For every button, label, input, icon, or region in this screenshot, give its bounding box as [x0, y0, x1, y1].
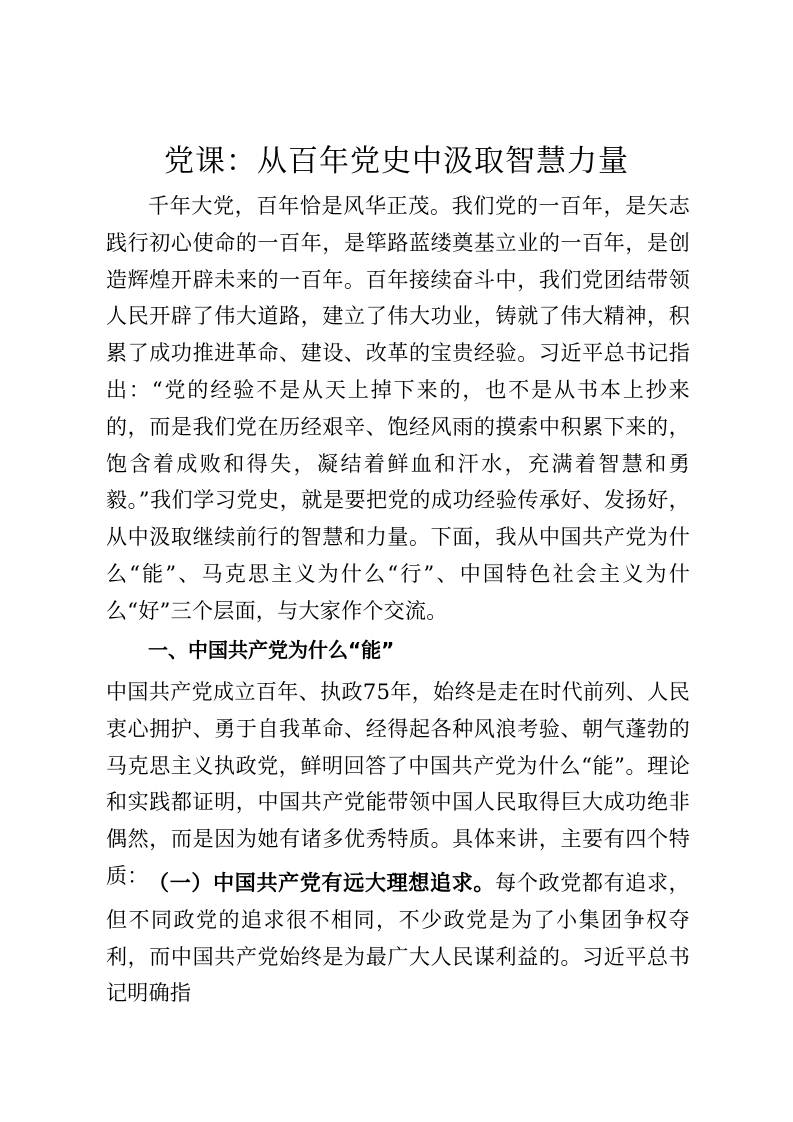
subsection-1-text: 每个政党都有追求，但不同政党的追求很不相同，不少政党是为了小集团争权夺利，而中国共产党始终是为最广大人民谋利益的。习近平总书记明确指: [106, 871, 690, 1006]
document-title: 党课：从百年党史中汲取智慧力量: [164, 144, 629, 179]
section-1-paragraph: 中国共产党成立百年、执政75年，始终是走在时代前列、人民衷心拥护、勇于自我革命、经得起各种风浪考验、朝气蓬勃的马克思主义执政党，鲜明回答了中国共产党为什么“能”。理论和实践都证明，中国共产党能带领中国人民取得巨大成功绝非偶然，而是因为她有诸多优秀特质。具体来讲，主要有四个特质：: [106, 680, 690, 888]
intro-paragraph: 千年大党，百年恰是风华正茂。我们党的一百年，是矢志践行初心使命的一百年，是筚路蓝缕奠基立业的一百年，是创造辉煌开辟未来的一百年。百年接续奋斗中，我们党团结带领人民开辟了伟大道路，建立了伟大功业，铸就了伟大精神，积累了成功推进革命、建设、改革的宝贵经验。习近平总书记指出：“党的经验不是从天上掉下来的，也不是从书本上抄来的，而是我们党在历经艰辛、饱经风雨的摸索中积累下来的，饱含着成败和得失，凝结着鲜血和汗水，充满着智慧和勇毅。”我们学习党史，就是要把党的成功经验传承好、发扬好，从中汲取继续前行的智慧和力量。下面，我从中国共产党为什么“能”、马克思主义为什么“行”、中国特色社会主义为什么“好”三个层面，与大家作个交流。: [106, 194, 690, 623]
section-heading-1: 一、中国共产党为什么“能”: [148, 638, 395, 662]
subsection-1-paragraph: [106, 865, 690, 1012]
subsection-1-heading: （一）中国共产党有远大理想追求。: [148, 870, 496, 895]
